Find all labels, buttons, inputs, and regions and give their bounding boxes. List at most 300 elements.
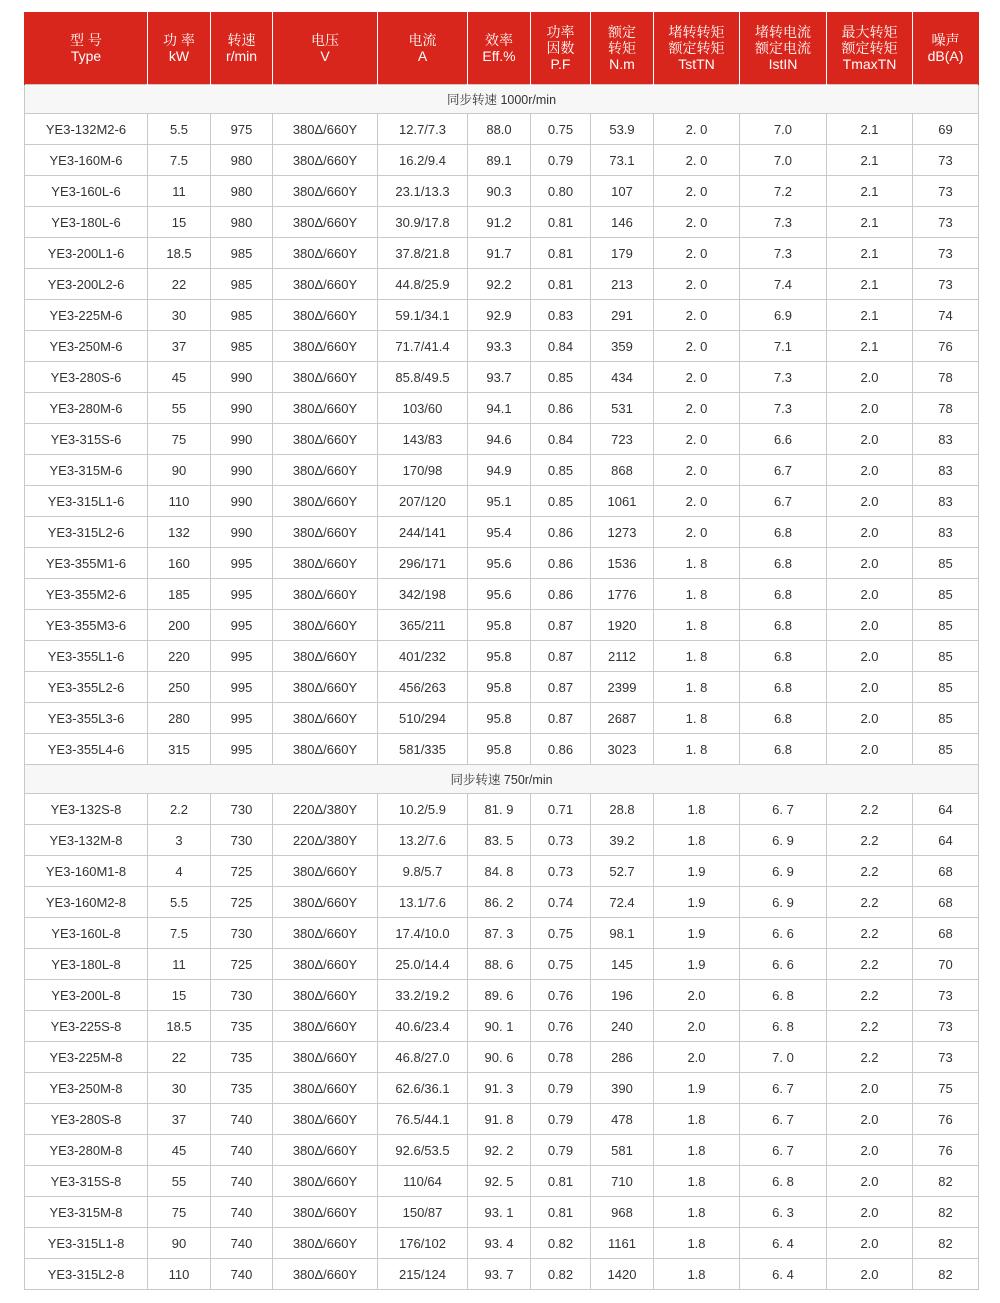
cell-speed: 980 <box>211 207 273 238</box>
cell-power-factor: 0.75 <box>531 918 591 949</box>
table-row <box>25 331 979 362</box>
cell-power-factor: 0.76 <box>531 1011 591 1042</box>
cell-power: 7.5 <box>148 918 211 949</box>
cell-power: 37 <box>148 331 211 362</box>
cell-type: YE3-355L3-6 <box>25 703 148 734</box>
cell-locked-rotor-torque-ratio: 1.8 <box>654 1166 740 1197</box>
cell-locked-rotor-current-ratio: 6.9 <box>740 300 827 331</box>
cell-current: 176/102 <box>378 1228 468 1259</box>
cell-power: 11 <box>148 949 211 980</box>
table-row <box>25 145 979 176</box>
cell-speed: 740 <box>211 1259 273 1290</box>
cell-locked-rotor-current-ratio: 6.8 <box>740 517 827 548</box>
cell-power-factor: 0.86 <box>531 734 591 765</box>
cell-rated-torque: 1161 <box>591 1228 654 1259</box>
cell-power: 30 <box>148 300 211 331</box>
column-header-current <box>378 12 468 85</box>
cell-power: 75 <box>148 1197 211 1228</box>
cell-speed: 995 <box>211 610 273 641</box>
cell-power: 18.5 <box>148 238 211 269</box>
column-header-text: 电压 <box>311 32 339 48</box>
cell-locked-rotor-torque-ratio: 1.9 <box>654 918 740 949</box>
cell-rated-torque: 1273 <box>591 517 654 548</box>
column-header-text: 额定电流 <box>755 40 811 56</box>
cell-noise: 64 <box>913 825 979 856</box>
cell-locked-rotor-current-ratio: 6. 8 <box>740 1166 827 1197</box>
cell-rated-torque: 434 <box>591 362 654 393</box>
table-row <box>25 1166 979 1197</box>
cell-efficiency: 94.9 <box>468 455 531 486</box>
cell-efficiency: 90.3 <box>468 176 531 207</box>
cell-max-torque-ratio: 2.1 <box>827 207 913 238</box>
cell-voltage: 380Δ/660Y <box>273 918 378 949</box>
cell-rated-torque: 359 <box>591 331 654 362</box>
cell-type: YE3-280M-6 <box>25 393 148 424</box>
column-header-text: 型 号 <box>70 32 102 48</box>
cell-noise: 78 <box>913 362 979 393</box>
cell-noise: 85 <box>913 579 979 610</box>
cell-speed: 980 <box>211 145 273 176</box>
cell-voltage: 380Δ/660Y <box>273 734 378 765</box>
column-header-text: N.m <box>609 56 635 72</box>
cell-current: 103/60 <box>378 393 468 424</box>
cell-power: 11 <box>148 176 211 207</box>
cell-efficiency: 95.8 <box>468 641 531 672</box>
column-header-max-torque-ratio <box>827 12 913 85</box>
cell-voltage: 380Δ/660Y <box>273 1166 378 1197</box>
cell-max-torque-ratio: 2.2 <box>827 794 913 825</box>
column-header-text: V <box>320 48 330 64</box>
cell-locked-rotor-torque-ratio: 1. 8 <box>654 548 740 579</box>
cell-locked-rotor-current-ratio: 6. 6 <box>740 918 827 949</box>
cell-power-factor: 0.85 <box>531 362 591 393</box>
cell-efficiency: 88. 6 <box>468 949 531 980</box>
cell-power: 160 <box>148 548 211 579</box>
cell-type: YE3-180L-8 <box>25 949 148 980</box>
cell-power: 5.5 <box>148 114 211 145</box>
cell-type: YE3-200L2-6 <box>25 269 148 300</box>
cell-efficiency: 93. 1 <box>468 1197 531 1228</box>
cell-current: 510/294 <box>378 703 468 734</box>
cell-voltage: 380Δ/660Y <box>273 145 378 176</box>
cell-locked-rotor-current-ratio: 6.8 <box>740 548 827 579</box>
cell-locked-rotor-torque-ratio: 1.8 <box>654 794 740 825</box>
cell-rated-torque: 146 <box>591 207 654 238</box>
table-row <box>25 856 979 887</box>
table-row <box>25 1228 979 1259</box>
cell-noise: 68 <box>913 918 979 949</box>
cell-efficiency: 88.0 <box>468 114 531 145</box>
cell-locked-rotor-torque-ratio: 1. 8 <box>654 610 740 641</box>
cell-speed: 990 <box>211 486 273 517</box>
cell-locked-rotor-torque-ratio: 2.0 <box>654 980 740 1011</box>
cell-max-torque-ratio: 2.2 <box>827 949 913 980</box>
cell-power-factor: 0.79 <box>531 1073 591 1104</box>
cell-locked-rotor-current-ratio: 7.2 <box>740 176 827 207</box>
cell-max-torque-ratio: 2.0 <box>827 517 913 548</box>
cell-type: YE3-315L1-6 <box>25 486 148 517</box>
cell-type: YE3-315M-6 <box>25 455 148 486</box>
cell-noise: 85 <box>913 641 979 672</box>
cell-voltage: 380Δ/660Y <box>273 114 378 145</box>
cell-rated-torque: 39.2 <box>591 825 654 856</box>
column-header-text: 转速 <box>227 32 256 48</box>
cell-noise: 83 <box>913 517 979 548</box>
cell-speed: 740 <box>211 1166 273 1197</box>
cell-speed: 995 <box>211 548 273 579</box>
cell-locked-rotor-torque-ratio: 2. 0 <box>654 238 740 269</box>
cell-locked-rotor-current-ratio: 6. 9 <box>740 856 827 887</box>
cell-efficiency: 95.8 <box>468 734 531 765</box>
cell-noise: 82 <box>913 1166 979 1197</box>
cell-speed: 730 <box>211 794 273 825</box>
cell-rated-torque: 286 <box>591 1042 654 1073</box>
cell-efficiency: 87. 3 <box>468 918 531 949</box>
column-header-text: A <box>417 48 428 64</box>
cell-efficiency: 95.8 <box>468 672 531 703</box>
cell-current: 46.8/27.0 <box>378 1042 468 1073</box>
cell-efficiency: 84. 8 <box>468 856 531 887</box>
cell-efficiency: 92.2 <box>468 269 531 300</box>
cell-power-factor: 0.81 <box>531 1197 591 1228</box>
cell-power: 3 <box>148 825 211 856</box>
cell-rated-torque: 98.1 <box>591 918 654 949</box>
column-header-type <box>25 12 148 85</box>
table-row <box>25 393 979 424</box>
cell-type: YE3-132S-8 <box>25 794 148 825</box>
cell-speed: 740 <box>211 1104 273 1135</box>
cell-max-torque-ratio: 2.1 <box>827 114 913 145</box>
cell-max-torque-ratio: 2.2 <box>827 980 913 1011</box>
cell-noise: 85 <box>913 610 979 641</box>
cell-current: 215/124 <box>378 1259 468 1290</box>
cell-power: 90 <box>148 455 211 486</box>
cell-noise: 73 <box>913 269 979 300</box>
cell-max-torque-ratio: 2.0 <box>827 1228 913 1259</box>
cell-locked-rotor-torque-ratio: 2. 0 <box>654 517 740 548</box>
cell-type: YE3-355M3-6 <box>25 610 148 641</box>
cell-power-factor: 0.76 <box>531 980 591 1011</box>
cell-voltage: 380Δ/660Y <box>273 362 378 393</box>
cell-current: 85.8/49.5 <box>378 362 468 393</box>
column-header-rated-torque <box>591 12 654 85</box>
cell-speed: 985 <box>211 331 273 362</box>
cell-rated-torque: 478 <box>591 1104 654 1135</box>
cell-efficiency: 95.6 <box>468 548 531 579</box>
cell-max-torque-ratio: 2.2 <box>827 1011 913 1042</box>
table-row <box>25 486 979 517</box>
cell-rated-torque: 390 <box>591 1073 654 1104</box>
cell-noise: 82 <box>913 1197 979 1228</box>
cell-locked-rotor-torque-ratio: 2. 0 <box>654 269 740 300</box>
cell-type: YE3-315L2-6 <box>25 517 148 548</box>
cell-current: 37.8/21.8 <box>378 238 468 269</box>
cell-type: YE3-280M-8 <box>25 1135 148 1166</box>
column-header-text: 噪声 <box>931 32 960 48</box>
cell-power-factor: 0.75 <box>531 114 591 145</box>
cell-efficiency: 92.9 <box>468 300 531 331</box>
cell-power: 280 <box>148 703 211 734</box>
cell-locked-rotor-torque-ratio: 2. 0 <box>654 145 740 176</box>
cell-noise: 64 <box>913 794 979 825</box>
cell-speed: 985 <box>211 238 273 269</box>
table-row <box>25 1073 979 1104</box>
cell-current: 207/120 <box>378 486 468 517</box>
cell-speed: 990 <box>211 393 273 424</box>
cell-locked-rotor-torque-ratio: 2. 0 <box>654 362 740 393</box>
cell-type: YE3-160L-6 <box>25 176 148 207</box>
cell-max-torque-ratio: 2.0 <box>827 672 913 703</box>
table-row <box>25 672 979 703</box>
cell-rated-torque: 28.8 <box>591 794 654 825</box>
cell-speed: 730 <box>211 980 273 1011</box>
cell-locked-rotor-torque-ratio: 1.9 <box>654 949 740 980</box>
cell-noise: 76 <box>913 1135 979 1166</box>
cell-power-factor: 0.86 <box>531 579 591 610</box>
cell-efficiency: 83. 5 <box>468 825 531 856</box>
cell-power: 15 <box>148 980 211 1011</box>
cell-locked-rotor-current-ratio: 6.8 <box>740 703 827 734</box>
cell-max-torque-ratio: 2.0 <box>827 548 913 579</box>
cell-voltage: 380Δ/660Y <box>273 1104 378 1135</box>
cell-locked-rotor-current-ratio: 7.3 <box>740 362 827 393</box>
cell-type: YE3-250M-8 <box>25 1073 148 1104</box>
cell-noise: 68 <box>913 887 979 918</box>
cell-power-factor: 0.87 <box>531 672 591 703</box>
cell-max-torque-ratio: 2.2 <box>827 825 913 856</box>
cell-current: 296/171 <box>378 548 468 579</box>
motor-spec-table <box>24 12 979 1290</box>
column-header-text: 效率 <box>485 32 513 48</box>
cell-type: YE3-355L1-6 <box>25 641 148 672</box>
cell-noise: 73 <box>913 980 979 1011</box>
cell-locked-rotor-current-ratio: 6. 8 <box>740 980 827 1011</box>
cell-voltage: 380Δ/660Y <box>273 672 378 703</box>
table-row <box>25 300 979 331</box>
cell-speed: 725 <box>211 856 273 887</box>
cell-locked-rotor-torque-ratio: 2. 0 <box>654 393 740 424</box>
cell-rated-torque: 723 <box>591 424 654 455</box>
cell-power-factor: 0.73 <box>531 825 591 856</box>
cell-voltage: 380Δ/660Y <box>273 300 378 331</box>
cell-efficiency: 91.2 <box>468 207 531 238</box>
cell-power-factor: 0.85 <box>531 486 591 517</box>
cell-max-torque-ratio: 2.1 <box>827 269 913 300</box>
cell-power: 7.5 <box>148 145 211 176</box>
cell-locked-rotor-current-ratio: 7.4 <box>740 269 827 300</box>
column-header-text: IstIN <box>768 56 798 72</box>
cell-locked-rotor-torque-ratio: 2.0 <box>654 1042 740 1073</box>
cell-voltage: 380Δ/660Y <box>273 610 378 641</box>
cell-locked-rotor-current-ratio: 6.7 <box>740 455 827 486</box>
cell-type: YE3-225M-8 <box>25 1042 148 1073</box>
cell-noise: 73 <box>913 238 979 269</box>
cell-rated-torque: 107 <box>591 176 654 207</box>
cell-speed: 995 <box>211 734 273 765</box>
cell-locked-rotor-torque-ratio: 1.8 <box>654 1259 740 1290</box>
table-row <box>25 269 979 300</box>
section-title: 同步转速 1000r/min <box>25 85 979 114</box>
cell-current: 150/87 <box>378 1197 468 1228</box>
cell-max-torque-ratio: 2.1 <box>827 331 913 362</box>
cell-current: 17.4/10.0 <box>378 918 468 949</box>
cell-noise: 74 <box>913 300 979 331</box>
cell-type: YE3-180L-6 <box>25 207 148 238</box>
cell-power-factor: 0.75 <box>531 949 591 980</box>
cell-rated-torque: 1420 <box>591 1259 654 1290</box>
cell-power-factor: 0.81 <box>531 1166 591 1197</box>
cell-locked-rotor-torque-ratio: 2. 0 <box>654 207 740 238</box>
table-row <box>25 1197 979 1228</box>
column-header-text: 转矩 <box>608 40 636 56</box>
cell-power-factor: 0.82 <box>531 1259 591 1290</box>
table-row <box>25 887 979 918</box>
table-row <box>25 517 979 548</box>
cell-efficiency: 90. 1 <box>468 1011 531 1042</box>
cell-max-torque-ratio: 2.0 <box>827 703 913 734</box>
cell-locked-rotor-torque-ratio: 2. 0 <box>654 424 740 455</box>
cell-power-factor: 0.84 <box>531 331 591 362</box>
cell-type: YE3-225S-8 <box>25 1011 148 1042</box>
cell-efficiency: 91. 8 <box>468 1104 531 1135</box>
cell-power: 90 <box>148 1228 211 1259</box>
cell-power: 22 <box>148 269 211 300</box>
column-header-text: P.F <box>550 56 571 72</box>
cell-rated-torque: 179 <box>591 238 654 269</box>
cell-power-factor: 0.87 <box>531 641 591 672</box>
cell-rated-torque: 53.9 <box>591 114 654 145</box>
cell-noise: 76 <box>913 1104 979 1135</box>
cell-max-torque-ratio: 2.0 <box>827 579 913 610</box>
column-header-voltage <box>273 12 378 85</box>
column-header-text: dB(A) <box>927 48 964 64</box>
table-row <box>25 176 979 207</box>
cell-max-torque-ratio: 2.0 <box>827 641 913 672</box>
column-header-text: 因数 <box>546 40 575 56</box>
cell-locked-rotor-current-ratio: 6. 7 <box>740 794 827 825</box>
cell-power-factor: 0.86 <box>531 517 591 548</box>
column-header-text: TstTN <box>678 56 715 72</box>
cell-power: 250 <box>148 672 211 703</box>
cell-locked-rotor-current-ratio: 6. 9 <box>740 825 827 856</box>
cell-noise: 73 <box>913 1042 979 1073</box>
cell-power-factor: 0.79 <box>531 145 591 176</box>
cell-efficiency: 93.7 <box>468 362 531 393</box>
cell-power-factor: 0.83 <box>531 300 591 331</box>
cell-type: YE3-160M-6 <box>25 145 148 176</box>
cell-type: YE3-160M2-8 <box>25 887 148 918</box>
cell-locked-rotor-torque-ratio: 2. 0 <box>654 114 740 145</box>
cell-speed: 740 <box>211 1135 273 1166</box>
cell-noise: 82 <box>913 1228 979 1259</box>
cell-locked-rotor-torque-ratio: 1.9 <box>654 856 740 887</box>
cell-locked-rotor-torque-ratio: 2. 0 <box>654 300 740 331</box>
cell-max-torque-ratio: 2.2 <box>827 887 913 918</box>
cell-power-factor: 0.86 <box>531 548 591 579</box>
cell-rated-torque: 2687 <box>591 703 654 734</box>
cell-max-torque-ratio: 2.0 <box>827 1073 913 1104</box>
cell-efficiency: 81. 9 <box>468 794 531 825</box>
cell-locked-rotor-current-ratio: 6. 7 <box>740 1073 827 1104</box>
cell-power-factor: 0.84 <box>531 424 591 455</box>
cell-efficiency: 90. 6 <box>468 1042 531 1073</box>
cell-speed: 995 <box>211 579 273 610</box>
cell-power: 132 <box>148 517 211 548</box>
cell-power-factor: 0.87 <box>531 703 591 734</box>
cell-efficiency: 95.1 <box>468 486 531 517</box>
cell-current: 110/64 <box>378 1166 468 1197</box>
cell-voltage: 380Δ/660Y <box>273 579 378 610</box>
cell-rated-torque: 968 <box>591 1197 654 1228</box>
cell-power: 220 <box>148 641 211 672</box>
cell-voltage: 380Δ/660Y <box>273 238 378 269</box>
table-row <box>25 1011 979 1042</box>
cell-current: 10.2/5.9 <box>378 794 468 825</box>
cell-type: YE3-315S-8 <box>25 1166 148 1197</box>
cell-locked-rotor-current-ratio: 7. 0 <box>740 1042 827 1073</box>
cell-current: 62.6/36.1 <box>378 1073 468 1104</box>
cell-current: 170/98 <box>378 455 468 486</box>
cell-power: 45 <box>148 362 211 393</box>
cell-power-factor: 0.81 <box>531 238 591 269</box>
cell-voltage: 380Δ/660Y <box>273 887 378 918</box>
cell-max-torque-ratio: 2.1 <box>827 176 913 207</box>
cell-type: YE3-225M-6 <box>25 300 148 331</box>
cell-locked-rotor-torque-ratio: 1.9 <box>654 887 740 918</box>
cell-speed: 990 <box>211 424 273 455</box>
cell-noise: 83 <box>913 455 979 486</box>
cell-speed: 985 <box>211 269 273 300</box>
cell-current: 143/83 <box>378 424 468 455</box>
cell-power: 110 <box>148 486 211 517</box>
cell-locked-rotor-current-ratio: 7.0 <box>740 114 827 145</box>
cell-type: YE3-160M1-8 <box>25 856 148 887</box>
cell-voltage: 380Δ/660Y <box>273 548 378 579</box>
cell-max-torque-ratio: 2.0 <box>827 362 913 393</box>
cell-type: YE3-315S-6 <box>25 424 148 455</box>
cell-locked-rotor-current-ratio: 6.8 <box>740 672 827 703</box>
cell-locked-rotor-current-ratio: 6.7 <box>740 486 827 517</box>
cell-type: YE3-355M2-6 <box>25 579 148 610</box>
cell-rated-torque: 2112 <box>591 641 654 672</box>
cell-current: 23.1/13.3 <box>378 176 468 207</box>
table-row <box>25 980 979 1011</box>
cell-current: 59.1/34.1 <box>378 300 468 331</box>
cell-rated-torque: 213 <box>591 269 654 300</box>
cell-max-torque-ratio: 2.2 <box>827 856 913 887</box>
section-row <box>25 85 979 114</box>
cell-power: 37 <box>148 1104 211 1135</box>
cell-current: 25.0/14.4 <box>378 949 468 980</box>
cell-rated-torque: 1920 <box>591 610 654 641</box>
cell-rated-torque: 710 <box>591 1166 654 1197</box>
column-header-text: 功率 <box>546 24 575 40</box>
cell-voltage: 380Δ/660Y <box>273 269 378 300</box>
cell-speed: 995 <box>211 703 273 734</box>
cell-voltage: 380Δ/660Y <box>273 393 378 424</box>
cell-locked-rotor-torque-ratio: 1. 8 <box>654 672 740 703</box>
cell-voltage: 380Δ/660Y <box>273 486 378 517</box>
table-body <box>25 85 979 1290</box>
cell-speed: 990 <box>211 362 273 393</box>
cell-speed: 735 <box>211 1011 273 1042</box>
cell-voltage: 380Δ/660Y <box>273 1135 378 1166</box>
cell-type: YE3-355M1-6 <box>25 548 148 579</box>
cell-power: 55 <box>148 393 211 424</box>
cell-type: YE3-200L-8 <box>25 980 148 1011</box>
cell-max-torque-ratio: 2.0 <box>827 1135 913 1166</box>
cell-noise: 75 <box>913 1073 979 1104</box>
